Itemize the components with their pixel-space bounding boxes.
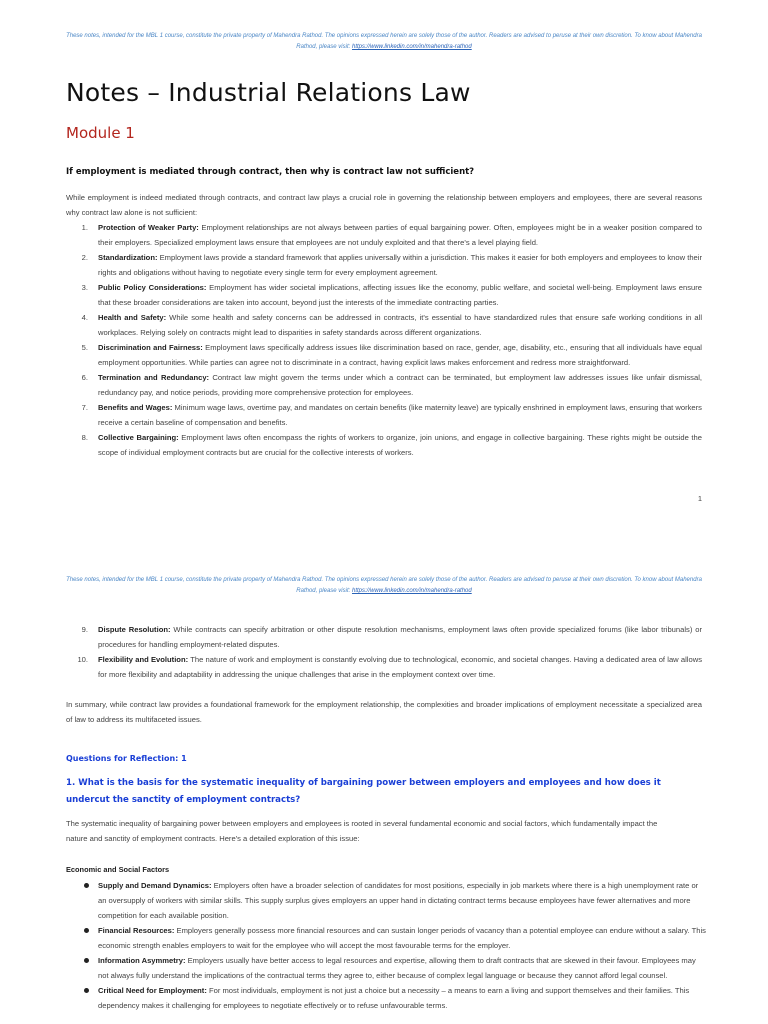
- item-number: 8.: [81, 433, 88, 442]
- item-title: Protection of Weaker Party:: [98, 223, 199, 232]
- item-number: 7.: [81, 403, 88, 412]
- item-text: For most individuals, employment is not just a choice but a necessity – a means to earn a living and support themselves and their families. This dependency makes it challenging for employees to negotiate effectively or to refuse unfavourable terms.: [98, 986, 690, 1010]
- summary-paragraph: In summary, while contract law provides a foundational framework for the employment relationship, the complexities and broader implications of employment necessitate a specialized area of law to address its multifaceted issues.: [66, 700, 702, 724]
- list-item: [66, 622, 702, 652]
- item-text: Contract law might govern the terms under which a contract can be terminated, but employment law addresses issues like unfair dismissal, redundancy pay, and notice periods, providing more comprehensive protection for employees.: [98, 373, 702, 397]
- list-item: [66, 250, 702, 280]
- list-item: [66, 923, 706, 953]
- item-number: 9.: [81, 625, 88, 634]
- header-disclaimer: [0, 31, 768, 53]
- page-2: [0, 570, 768, 1024]
- item-title: Flexibility and Evolution:: [98, 655, 189, 664]
- item-title: Health and Safety:: [98, 313, 167, 322]
- item-text: Employment laws provide a standard framework that applies universally within a jurisdiction. This makes it easier for both employers and employees to know their rights and obligations without having to negotiate every single term for every employment agreement.: [98, 253, 702, 277]
- item-text: Minimum wage laws, overtime pay, and mandates on certain benefits (like maternity leave) are typically enshrined in employment laws, ensuring that workers receive a certain baseline of compensation and benefits.: [98, 403, 702, 427]
- header-note-text: These notes, intended for the MBL 1 course, constitute the private property of Mahendra Rathod. The opinions expressed herein are solely those of the author. Readers are advised to peruse at their own discretion. To know about Mahendra Rathod, please visit:: [66, 577, 702, 594]
- module-heading: Module 1: [66, 124, 135, 142]
- item-title: Financial Resources:: [98, 926, 175, 935]
- item-title: Standardization:: [98, 253, 158, 262]
- linkedin-link[interactable]: https://www.linkedin.com/in/mahendra-rathod: [351, 44, 472, 50]
- item-text: Employment laws often encompass the rights of workers to organize, join unions, and engage in collective bargaining. These rights might be outside the scope of individual employment contracts but are crucial for the collective interests of workers.: [98, 433, 702, 457]
- bullet-icon: [84, 958, 89, 963]
- item-text: Employment relationships are not always between parties of equal bargaining power. Often, employees might be in a weaker position compared to their employers. Specialized employment laws ensure that employees are not unduly exploited and that there's a level playing field.: [98, 223, 702, 247]
- bullet-icon: [84, 883, 89, 888]
- list-item: [66, 310, 702, 340]
- list-item: [66, 652, 702, 682]
- document-title: Notes – Industrial Relations Law: [66, 78, 471, 107]
- item-text: Employment laws specifically address issues like discrimination based on race, gender, age, disability, etc., ensuring that all individuals have equal employment opportunities. While parties can agree not to discriminate in a contract, having explicit laws makes enforcement and redress more straightforward.: [98, 343, 702, 367]
- item-number: 3.: [81, 283, 88, 292]
- list-item: [66, 953, 706, 983]
- econ-factors-heading: Economic and Social Factors: [66, 865, 170, 874]
- item-text: Employers generally possess more financial resources and can sustain longer periods of vacancy than a potential employee can endure without a salary. This economic strength enables employers to wait for the employee who will accept the most favourable terms for the employer.: [98, 926, 706, 950]
- reflection-intro: The systematic inequality of bargaining power between employers and employees is rooted in several fundamental economic and social factors, which fundamentally impact the nature and sanctity of employment contracts. Here's a detailed exploration of this issue:: [66, 819, 658, 843]
- item-text: The nature of work and employment is constantly evolving due to technological, economic, and societal changes. Having a dedicated area of law allows for more flexibility and adaptability in addressing the unique challenges that arise in the employment context over time.: [98, 655, 703, 679]
- reflection-question: 1. What is the basis for the systematic inequality of bargaining power between employers and employees and how does it undercut the sanctity of employment contracts?: [66, 778, 661, 805]
- list-item: [66, 370, 702, 400]
- linkedin-link[interactable]: https://www.linkedin.com/in/mahendra-rathod: [351, 588, 472, 594]
- item-title: Discrimination and Fairness:: [98, 343, 203, 352]
- item-title: Benefits and Wages:: [98, 403, 173, 412]
- list-item: [66, 983, 706, 1013]
- item-text: Employment has wider societal implications, affecting issues like the economy, public welfare, and societal well-being. Employment laws ensure that these broader considerations are taken into account, beyond just the interests of the immediate contracting parties.: [98, 283, 702, 307]
- item-number: 2.: [81, 253, 88, 262]
- item-title: Termination and Redundancy:: [98, 373, 210, 382]
- item-title: Supply and Demand Dynamics:: [98, 881, 212, 890]
- item-number: 5.: [81, 343, 88, 352]
- header-note-text: These notes, intended for the MBL 1 course, constitute the private property of Mahendra Rathod. The opinions expressed herein are solely those of the author. Readers are advised to peruse at their own discretion. To know about Mahendra Rathod, please visit:: [66, 33, 702, 50]
- list-item: [66, 220, 702, 250]
- list-item: [66, 430, 702, 460]
- item-title: Information Asymmetry:: [98, 956, 186, 965]
- econ-factors-list: [66, 878, 706, 1013]
- intro-paragraph: While employment is indeed mediated through contracts, and contract law plays a crucial role in governing the relationship between employers and employees, there are several reasons why contract law alone is not sufficient:: [66, 193, 702, 217]
- page-number: 1: [697, 494, 702, 503]
- reasons-list-continued: [66, 622, 702, 682]
- item-title: Dispute Resolution:: [98, 625, 171, 634]
- item-text: While contracts can specify arbitration or other dispute resolution mechanisms, employment laws often provide specialized forums (like labor tribunals) or procedures for handling employment-related disputes.: [98, 625, 703, 649]
- item-number: 6.: [81, 373, 88, 382]
- list-item: [66, 340, 702, 370]
- header-disclaimer: [0, 575, 768, 597]
- bullet-icon: [84, 928, 89, 933]
- item-number: 4.: [81, 313, 88, 322]
- item-number: 10.: [77, 655, 88, 664]
- question-heading: If employment is mediated through contract, then why is contract law not sufficient?: [66, 167, 475, 177]
- reflection-heading: Questions for Reflection: 1: [66, 754, 187, 763]
- list-item: [66, 878, 706, 923]
- list-item: [66, 280, 702, 310]
- bullet-icon: [84, 988, 89, 993]
- item-number: 1.: [81, 223, 88, 232]
- item-text: Employers often have a broader selection of candidates for most positions, especially in job markets where there is a high unemployment rate or an oversupply of workers with similar skills. This supply surplus gives employers an upper hand in dictating contract terms because employees have fewer alternatives and more competition for each available position.: [98, 881, 699, 920]
- item-text: Employers usually have better access to legal resources and expertise, allowing them to draft contracts that are skewed in their favour. Employees may not always fully understand the implications of the contractual terms they agree to, either because of complex legal language or because they cannot afford legal counsel.: [98, 956, 696, 980]
- item-title: Collective Bargaining:: [98, 433, 179, 442]
- list-item: [66, 400, 702, 430]
- item-text: While some health and safety concerns can be addressed in contracts, it's essential to have standardized rules that ensure safe working conditions in all workplaces. Relying solely on contracts might lead to disparities in safety standards across different organizations.: [98, 313, 703, 337]
- item-title: Public Policy Considerations:: [98, 283, 207, 292]
- item-title: Critical Need for Employment:: [98, 986, 207, 995]
- reasons-list: [66, 220, 702, 460]
